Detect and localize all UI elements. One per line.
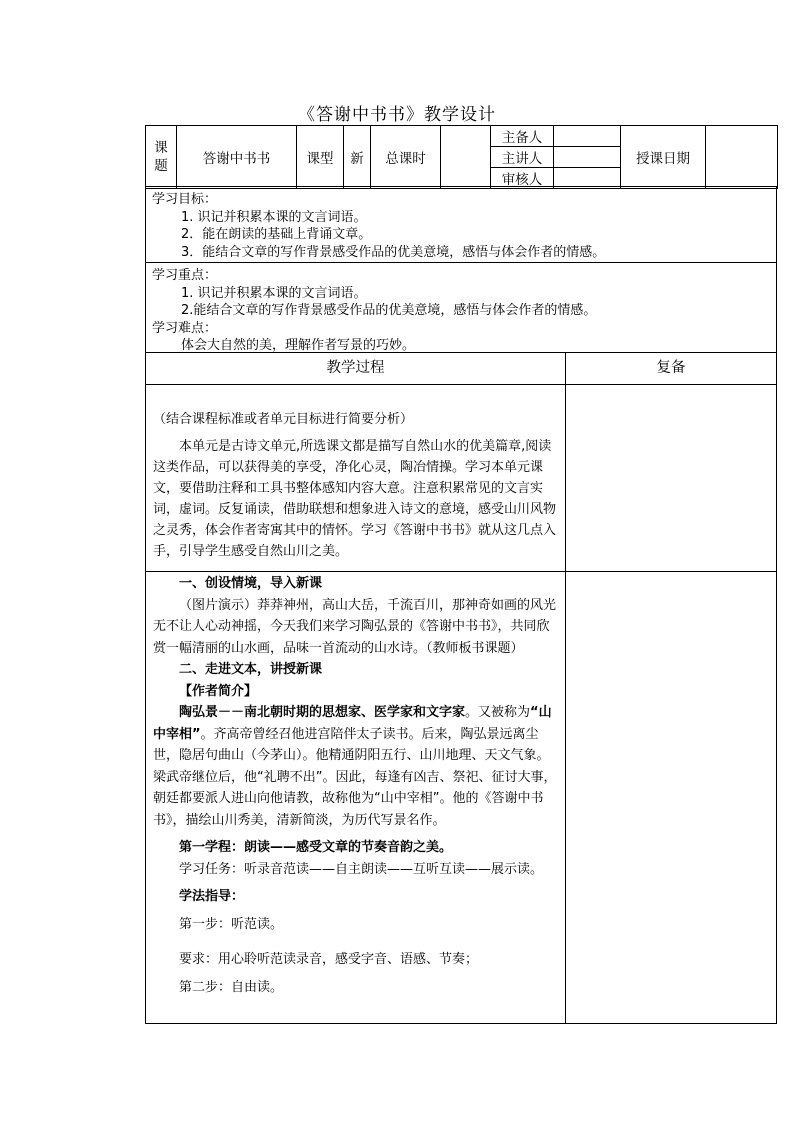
analysis-block: [153, 409, 561, 562]
process-section: [145, 352, 777, 1024]
author-bold-name: 陶弘景－－南北朝时期的思想家、医学家和文字家: [179, 705, 466, 720]
lesson1-title: 第一学程：朗读——感受文章的节奏音韵之美。: [179, 840, 453, 855]
method-heading: 学法指导：: [179, 889, 245, 904]
step1-text: （图片演示）莽莽神州，高山大岳，千流百川，那神奇如画的风光无不让人心动神摇，今天我们来学习陶弘景的《答谢中书书》，共同欣赏一幅清丽的山水画，品味一首流动的山水诗。（教师板书课题）: [153, 597, 557, 656]
header-table: [145, 125, 778, 189]
total-value: [441, 126, 491, 189]
method-requirement: 要求：用心聆听范读录音，感受字音、语感、节奏；: [179, 952, 479, 967]
label-type: 课型: [297, 126, 344, 189]
doc-title: 《答谢中书书》教学设计: [298, 105, 496, 125]
label-topic: 课题: [154, 140, 168, 174]
divider: [146, 571, 565, 572]
method-step1: 第一步：听范读。: [179, 916, 284, 932]
type-value: 新: [344, 126, 371, 189]
step1-title: 一、创设情境，导入新课: [179, 576, 323, 591]
author-heading: 【作者简介】: [179, 683, 258, 699]
label-lecturer: 主讲人: [491, 147, 554, 168]
label-date: 授课日期: [621, 126, 706, 189]
goals-section: [145, 186, 777, 263]
label-topic-cell: [146, 126, 177, 189]
goal-item: 1. 识记并积累本课的文言词语。: [181, 209, 367, 225]
lesson1-task: 学习任务：听录音范读——自主朗读——互听互读——展示读。: [179, 861, 544, 877]
author-text-1: 。又被称为: [465, 705, 531, 720]
review-column: [565, 352, 777, 1024]
author-bold-title: “山中宰相”: [153, 705, 552, 742]
analysis-hint: （结合课程标准或者单元目标进行简要分析）: [153, 412, 414, 427]
author-bio: [153, 702, 561, 831]
divider: [566, 571, 776, 572]
review-col-title: 复备: [656, 360, 686, 376]
key-points-section: [145, 262, 777, 353]
author-text-2: 。齐高帝曾经召他进宫陪伴太子读书。后来，陶弘景远离尘世，隐居句曲山（今茅山）。他精通阴阳五行、山川地理、天文气象。梁武帝继位后，他“礼聘不出”。因此，每逢有凶吉、祭祀、征讨大事，朝廷都要派人进山向他请教，故称他为“山中宰相”。他的《答谢中书书》，描绘山川秀美，清新简淡，为历代写景名作。: [153, 726, 557, 828]
divider: [146, 384, 565, 385]
process-col-title: 教学过程: [326, 360, 385, 376]
analysis-text: 本单元是古诗文单元,所选课文都是描写自然山水的优美篇章,阅读这类作品，可以获得美的享受，净化心灵，陶冶情操。学习本单元课文，要借助注释和工具书整体感知内容大意。注意积累常见的文言实词，虚词。反复诵读，借助联想和想象进入诗文的意境，感受山川风物之灵秀，体会作者寄寓其中的情怀。学习《答谢中书书》就从这几点入手，引导学生感受自然山川之美。: [153, 439, 557, 559]
step2-title: 二、走进文本，讲授新课: [179, 662, 323, 677]
label-reviewer: 审核人: [491, 168, 554, 189]
topic-value: 答谢中书书: [177, 126, 297, 189]
difficulty-heading: 学习难点：: [152, 320, 218, 336]
method-step2: 第二步：自由读。: [179, 979, 284, 995]
key-item: 2.能结合文章的写作背景感受作品的优美意境，感悟与体会作者的情感。: [181, 303, 597, 318]
label-total: 总课时: [371, 126, 441, 189]
label-preparer: 主备人: [491, 126, 554, 147]
goals-heading: 学习目标：: [152, 192, 218, 207]
difficulty-text: 体会大自然的美，理解作者写景的巧妙。: [181, 338, 416, 353]
key-heading: 学习重点：: [152, 268, 218, 283]
preparer-value: [554, 126, 621, 147]
goal-item: 2．能在朗读的基础上背诵文章。: [181, 227, 372, 242]
date-value: [706, 126, 778, 189]
divider: [566, 384, 776, 385]
key-item: 1. 识记并积累本课的文言词语。: [181, 285, 367, 301]
lecturer-value: [554, 147, 621, 168]
goal-item: 3．能结合文章的写作背景感受作品的优美意境，感悟与体会作者的情感。: [181, 244, 606, 260]
steps-block: [153, 573, 561, 998]
process-left-column: [145, 352, 566, 1024]
